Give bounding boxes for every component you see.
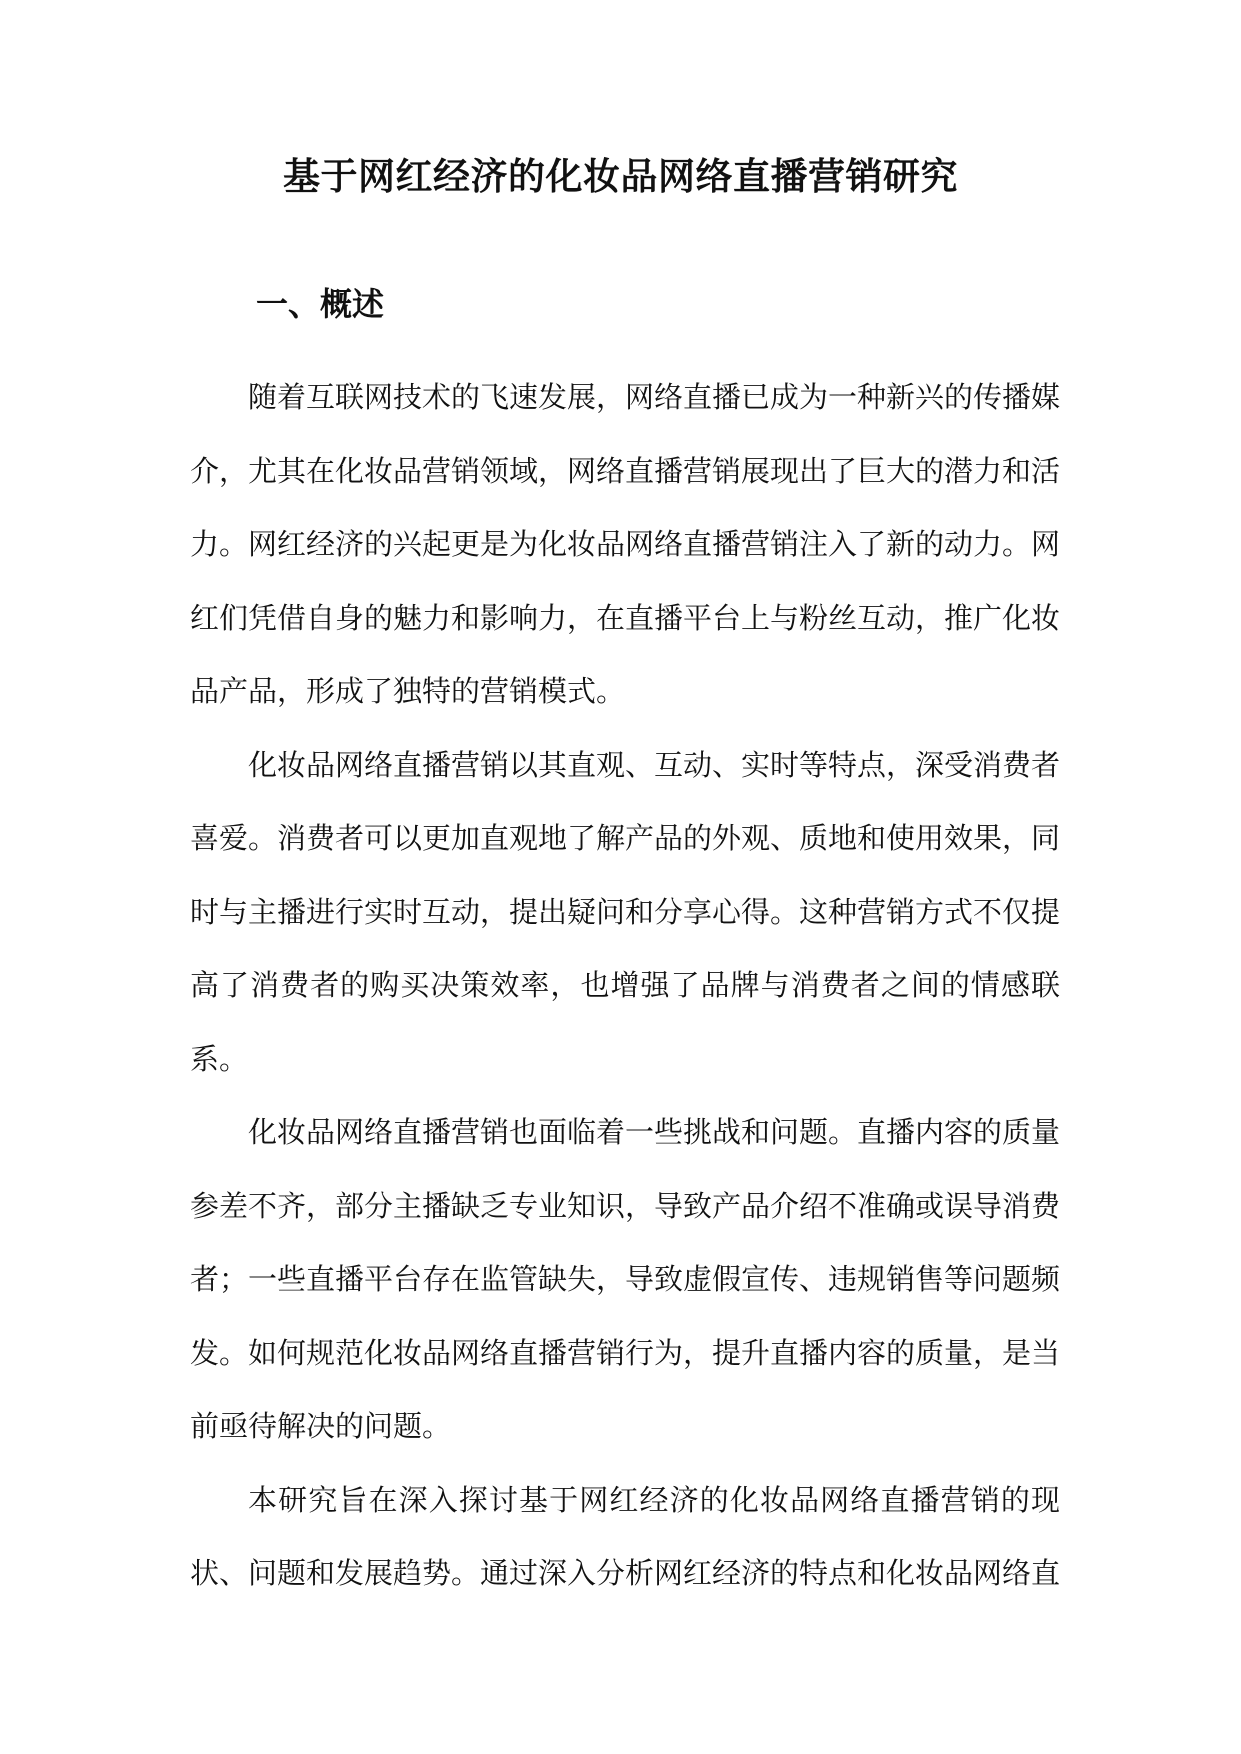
body-text bbox=[190, 361, 1060, 1611]
document-title: 基于网红经济的化妆品网络直播营销研究 bbox=[283, 154, 958, 198]
paragraph-1: 随着互联网技术的飞速发展，网络直播已成为一种新兴的传播媒介，尤其在化妆品营销领域，网络直播营销展现出了巨大的潜力和活力。网红经济的兴起更是为化妆品网络直播营销注入了新的动力。网红们凭借自身的魅力和影响力，在直播平台上与粉丝互动，推广化妆品产品，形成了独特的营销模式。 bbox=[190, 380, 1061, 708]
section-heading: 一、概述 bbox=[256, 285, 385, 323]
paragraph-4: 本研究旨在深入探讨基于网红经济的化妆品网络直播营销的现状、问题和发展趋势。通过深入分析网红经济的特点和化妆品网络直 bbox=[190, 1482, 1061, 1590]
paragraph-2: 化妆品网络直播营销以其直观、互动、实时等特点，深受消费者喜爱。消费者可以更加直观地了解产品的外观、质地和使用效果，同时与主播进行实时互动，提出疑问和分享心得。这种营销方式不仅提高了消费者的购买决策效率，也增强了品牌与消费者之间的情感联系。 bbox=[190, 747, 1061, 1076]
paragraph-3: 化妆品网络直播营销也面临着一些挑战和问题。直播内容的质量参差不齐，部分主播缺乏专业知识，导致产品介绍不准确或误导消费者；一些直播平台存在监管缺失，导致虚假宣传、违规销售等问题频发。如何规范化妆品网络直播营销行为，提升直播内容的质量，是当前亟待解决的问题。 bbox=[190, 1115, 1061, 1443]
